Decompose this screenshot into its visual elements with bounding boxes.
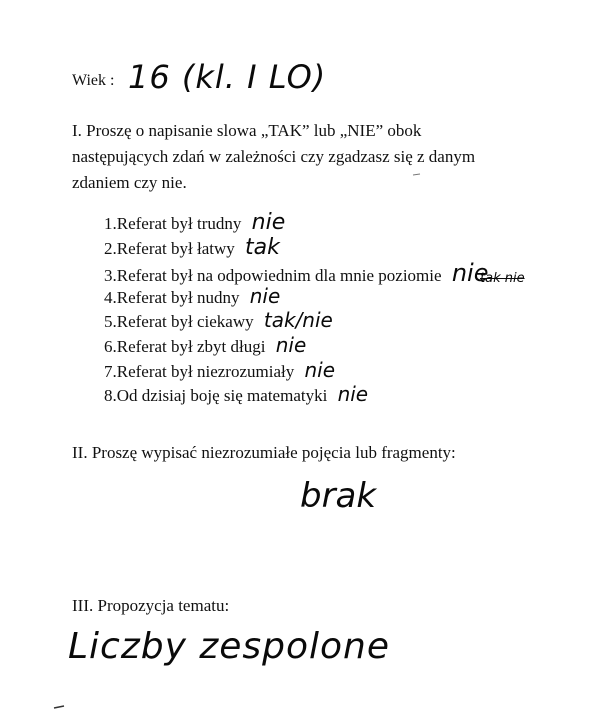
- statement-item: [104, 308, 488, 333]
- stray-mark: [52, 702, 72, 712]
- statement-item: [104, 382, 488, 407]
- handwritten-answer: tak/nie: [263, 308, 333, 333]
- statement-item: [104, 358, 488, 383]
- statement-text: 5.Referat był ciekawy: [104, 312, 254, 332]
- handwritten-answer: nie: [304, 357, 336, 382]
- statement-text: 7.Referat był niezrozumiały: [104, 361, 295, 381]
- section3-heading: III. Propozycja tematu:: [72, 596, 230, 615]
- age-label: Wiek :: [72, 72, 115, 89]
- statement-text: 4.Referat był nudny: [104, 287, 240, 307]
- crossed-out-answer: tak nie: [480, 271, 525, 287]
- statement-text: 6.Referat był zbyt długi: [104, 336, 266, 356]
- section1-heading-line3: zdaniem czy nie.: [72, 173, 187, 192]
- statement-text: 8.Od dzisiaj boję się matematyki: [104, 386, 328, 406]
- handwritten-answer: nie: [249, 283, 281, 308]
- statement-text: 1.Referat był trudny: [104, 214, 242, 233]
- section2-handwritten-answer: brak: [300, 476, 377, 516]
- handwritten-answer: nie: [251, 210, 286, 235]
- statement-text: 2.Referat był łatwy: [104, 238, 235, 258]
- handwritten-answer: nie: [451, 259, 489, 288]
- statement-item: [104, 284, 488, 309]
- statement-item: [104, 333, 488, 358]
- statement-text: 3.Referat był na odpowiednim dla mnie poziomie: [104, 266, 442, 286]
- statement-item: [104, 210, 488, 235]
- statement-list: [104, 210, 525, 407]
- stray-mark: [412, 172, 422, 178]
- section1-heading-line2: następujących zdań w zależności czy zgadzasz się z danym: [72, 147, 476, 166]
- age-handwritten-answer: 16 (kl. I LO): [128, 58, 327, 96]
- handwritten-answer: tak: [245, 234, 280, 260]
- handwritten-answer: nie: [337, 382, 369, 407]
- section3-handwritten-answer: Liczby zespolone: [68, 626, 391, 667]
- section2-heading: II. Proszę wypisać niezrozumiałe pojęcia lub fragmenty:: [72, 443, 456, 462]
- section1-heading-line1: I. Proszę o napisanie slowa „TAK” lub „NIE” obok: [72, 121, 422, 140]
- statement-item: [104, 235, 488, 260]
- handwritten-answer: nie: [275, 332, 307, 357]
- statement-item: [104, 259, 525, 288]
